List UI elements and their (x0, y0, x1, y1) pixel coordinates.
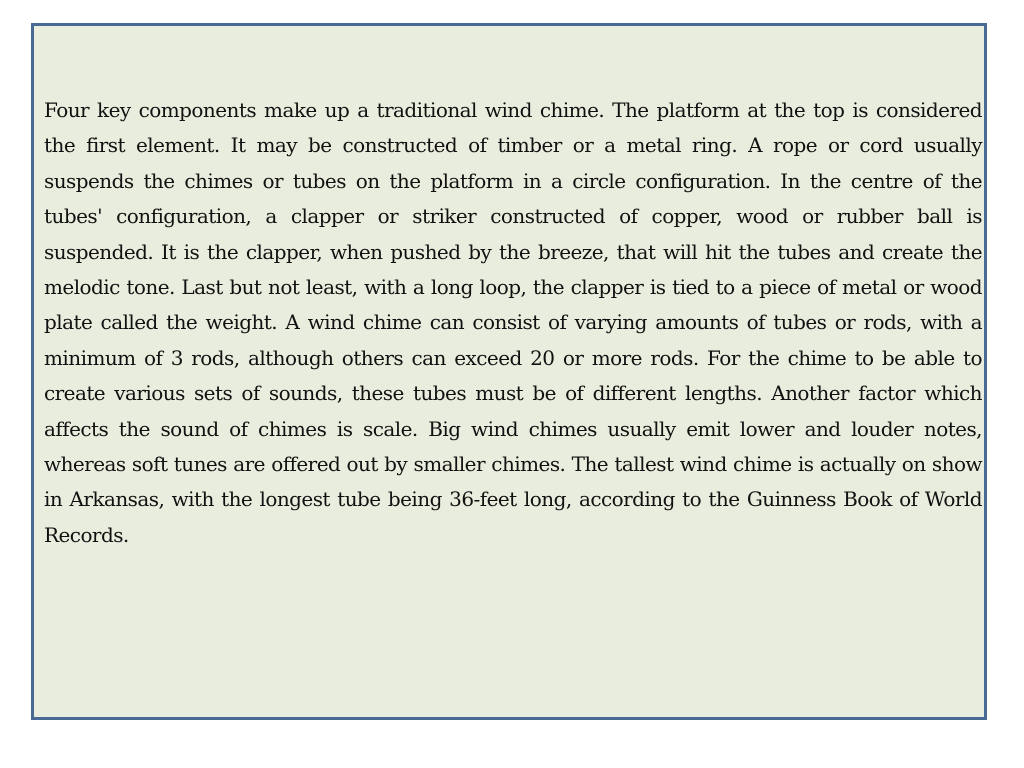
text-box (31, 23, 987, 720)
body-paragraph: Four key components make up a traditional wind chime. The platform at the top is considered the first element. It may be constructed of timber or a metal ring. A rope or cord usually suspends the chimes or tubes on the platform in a circle configuration. In the centre of the tubes' configuration, a clapper or striker constructed of copper, wood or rubber ball is suspended. It is the clapper, when pushed by the breeze, that will hit the tubes and create the melodic tone. Last but not least, with a long loop, the clapper is tied to a piece of metal or wood plate called the weight. A wind chime can consist of varying amounts of tubes or rods, with a minimum of 3 rods, although others can exceed 20 or more rods. For the chime to be able to create various sets of sounds, these tubes must be of different lengths. Another factor which affects the sound of chimes is scale. Big wind chimes usually emit lower and louder notes, whereas soft tunes are offered out by smaller chimes. The tallest wind chime is actually on show in Arkansas, with the longest tube being 36-feet long, according to the Guinness Book of World Records. (44, 98, 982, 547)
